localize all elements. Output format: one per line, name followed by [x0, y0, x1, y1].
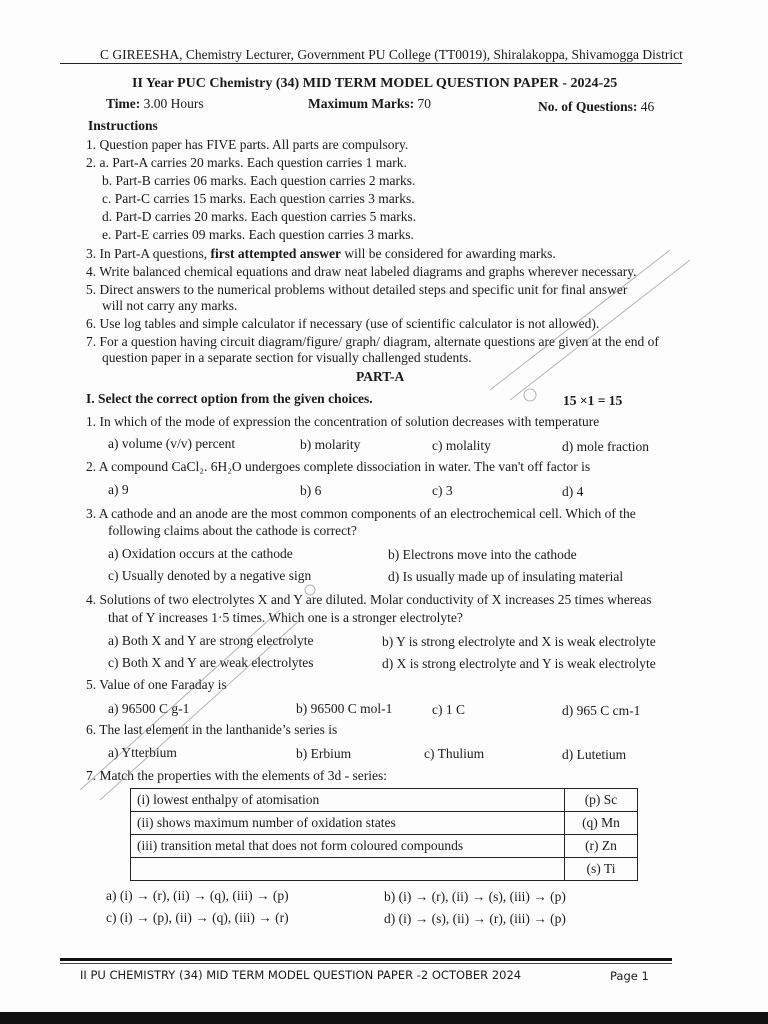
instructions-heading: Instructions: [88, 118, 158, 133]
header-rule: [60, 63, 682, 64]
section-instruction: I. Select the correct option from the given choices.: [86, 391, 373, 406]
question-5: 5. Value of one Faraday is: [86, 677, 227, 692]
element-cell: (p) Sc: [565, 789, 638, 812]
scan-edge-bar: [0, 1012, 768, 1024]
author-line: C GIREESHA, Chemistry Lecturer, Government PU College (TT0019), Shiralakoppa, Shivamogga District: [100, 47, 683, 62]
table-row: [131, 835, 638, 858]
question-1: 1. In which of the mode of expression the concentration of solution decreases with temperature: [86, 414, 600, 429]
instruction-5b: will not carry any marks.: [102, 298, 238, 313]
question-4-line1: 4. Solutions of two electrolytes X and Y are diluted. Molar conductivity of X increases 25 times whereas: [86, 592, 652, 607]
q3-option-c: c) Usually denoted by a negative sign: [108, 568, 312, 583]
question-2: 2. A compound CaCl₂. 6H₂O undergoes complete dissociation in water. The van't off factor is: [86, 459, 591, 474]
q5-option-a: a) 96500 C g-1: [108, 701, 190, 716]
q6-option-b: b) Erbium: [296, 746, 352, 761]
q1-option-b: b) molarity: [300, 437, 361, 452]
instruction-2a: 2. a. Part-A carries 20 marks. Each question carries 1 mark.: [86, 155, 407, 170]
footer-rule-thick: [60, 958, 672, 961]
q6-option-d: d) Lutetium: [562, 747, 627, 762]
question-7: 7. Match the properties with the elements of 3d - series:: [86, 768, 388, 783]
question-3-line1: 3. A cathode and an anode are the most common components of an electrochemical cell. Which of the: [86, 506, 636, 521]
instruction-7b: question paper in a separate section for visually challenged students.: [102, 350, 472, 365]
instruction-2c: c. Part-C carries 15 marks. Each question carries 3 marks.: [102, 191, 415, 206]
question-4-line2: that of Y increases 1·5 times. Which one is a stronger electrolyte?: [108, 610, 463, 625]
instruction-4: 4. Write balanced chemical equations and draw neat labeled diagrams and graphs wherever necessary.: [86, 264, 637, 279]
q4-option-b: b) Y is strong electrolyte and X is weak electrolyte: [382, 634, 656, 649]
q2-option-d: d) 4: [562, 484, 584, 499]
footer-title: II PU CHEMISTRY (34) MID TERM MODEL QUESTION PAPER -2 OCTOBER 2024: [80, 968, 522, 982]
q5-option-d: d) 965 C cm-1: [562, 703, 641, 718]
q4-option-d: d) X is strong electrolyte and Y is weak electrolyte: [382, 656, 656, 671]
q2-option-b: b) 6: [300, 483, 322, 498]
q3-option-d: d) Is usually made up of insulating material: [388, 569, 624, 584]
num-questions-info: No. of Questions: 46: [538, 99, 655, 114]
q7-option-d: d) (i) → (s), (ii) → (r), (iii) → (p): [384, 911, 566, 926]
instruction-3: 3. In Part-A questions, first attempted answer will be considered for awarding marks.: [86, 246, 556, 261]
footer-rule-thin: [60, 963, 672, 964]
q2-option-a: a) 9: [108, 482, 129, 497]
instruction-1: 1. Question paper has FIVE parts. All parts are compulsory.: [86, 137, 409, 152]
time-info: Time: 3.00 Hours: [106, 96, 204, 111]
q1-option-c: c) molality: [432, 438, 491, 453]
q1-option-d: d) mole fraction: [562, 439, 649, 454]
page-number: Page 1: [610, 969, 649, 983]
property-cell: [131, 858, 565, 881]
instruction-6: 6. Use log tables and simple calculator if necessary (use of scientific calculator is not allowed).: [86, 316, 600, 331]
question-3-line2: following claims about the cathode is correct?: [108, 523, 357, 538]
q6-option-c: c) Thulium: [424, 746, 485, 761]
paper-title: II Year PUC Chemistry (34) MID TERM MODEL QUESTION PAPER - 2024-25: [132, 76, 618, 91]
q6-option-a: a) Ytterbium: [108, 745, 177, 760]
max-marks-info: Maximum Marks: 70: [308, 96, 431, 111]
q4-option-a: a) Both X and Y are strong electrolyte: [108, 633, 314, 648]
property-cell: (ii) shows maximum number of oxidation states: [131, 812, 565, 835]
instruction-7a: 7. For a question having circuit diagram/figure/ graph/ diagram, alternate questions are given at the end of: [86, 334, 659, 349]
property-cell: (iii) transition metal that does not form coloured compounds: [131, 835, 565, 858]
instruction-2d: d. Part-D carries 20 marks. Each question carries 5 marks.: [102, 209, 417, 224]
q7-option-a: a) (i) → (r), (ii) → (q), (iii) → (p): [106, 888, 289, 903]
question-6: 6. The last element in the lanthanide’s series is: [86, 722, 338, 737]
q7-option-c: c) (i) → (p), (ii) → (q), (iii) → (r): [106, 910, 289, 925]
element-cell: (s) Ti: [565, 858, 638, 881]
q2-option-c: c) 3: [432, 483, 453, 498]
match-table: [130, 788, 638, 881]
q5-option-c: c) 1 C: [432, 702, 465, 717]
table-row: [131, 858, 638, 881]
q1-option-a: a) volume (v/v) percent: [108, 436, 236, 451]
q3-option-b: b) Electrons move into the cathode: [388, 547, 577, 562]
section-marks: 15 ×1 = 15: [563, 393, 623, 408]
element-cell: (r) Zn: [565, 835, 638, 858]
q5-option-b: b) 96500 C mol-1: [296, 701, 393, 716]
part-a-title: PART-A: [356, 369, 405, 384]
q7-option-b: b) (i) → (r), (ii) → (s), (iii) → (p): [384, 889, 566, 904]
instruction-5a: 5. Direct answers to the numerical problems without detailed steps and specific unit for final answer: [86, 282, 628, 297]
element-cell: (q) Mn: [565, 812, 638, 835]
q4-option-c: c) Both X and Y are weak electrolytes: [108, 655, 314, 670]
table-row: [131, 789, 638, 812]
table-row: [131, 812, 638, 835]
property-cell: (i) lowest enthalpy of atomisation: [131, 789, 565, 812]
instruction-2b: b. Part-B carries 06 marks. Each question carries 2 marks.: [102, 173, 416, 188]
instruction-2e: e. Part-E carries 09 marks. Each question carries 3 marks.: [102, 227, 414, 242]
q3-option-a: a) Oxidation occurs at the cathode: [108, 546, 293, 561]
